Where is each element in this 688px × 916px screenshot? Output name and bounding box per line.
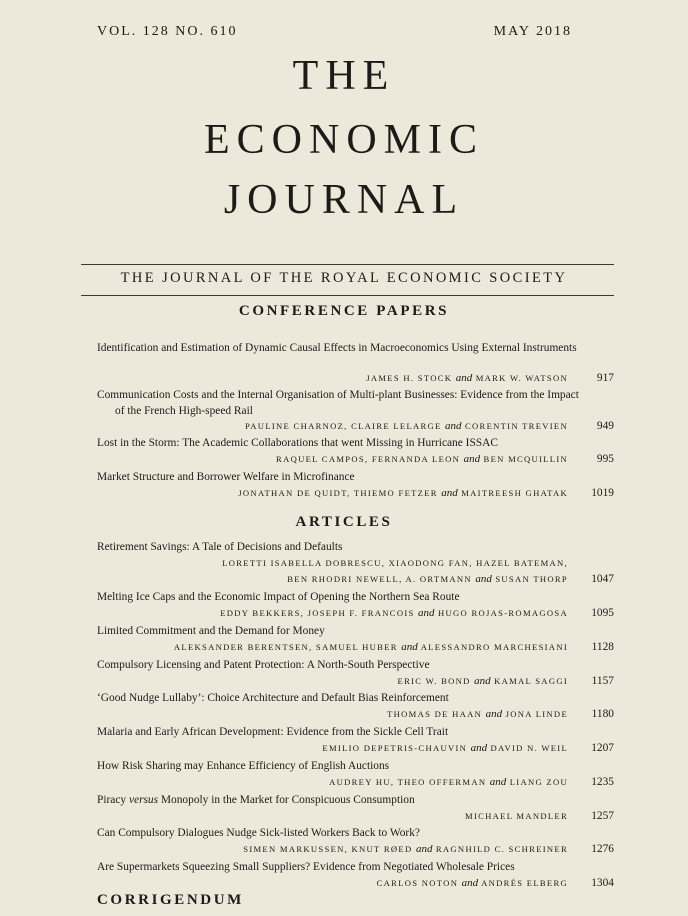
toc-entry-title[interactable]: Communication Costs and the Internal Organisation of Multi-plant Businesses: Evidence from the Impact of the French High-speed Rail [97,389,579,417]
toc-entry-authors: EMILIO DEPETRIS-CHAUVIN and DAVID N. WEIL [322,742,568,754]
toc-entry-title[interactable]: Are Supermarkets Squeezing Small Suppliers? Evidence from Negotiated Wholesale Prices [97,861,515,873]
journal-title-line-1: THE [292,53,396,99]
top-rule [81,264,614,265]
toc-page-number: 949 [596,420,614,432]
toc-entry-authors: RAQUEL CAMPOS, FERNANDA LEON and BEN MCQUILLIN [276,453,568,465]
toc-entry-authors: PAULINE CHARNOZ, CLAIRE LELARGE and CORENTIN TREVIEN [245,420,568,432]
toc-page-number: 1276 [591,843,614,855]
volume-number: VOL. 128 NO. 610 [97,24,238,39]
toc-page-number: 1157 [591,675,614,687]
toc-entry-authors: AUDREY HU, THEO OFFERMAN and LIANG ZOU [329,776,568,788]
journal-title-line-3: JOURNAL [223,177,465,223]
toc-page-number: 917 [596,372,614,384]
section-heading-corrigendum: CORRIGENDUM [97,892,244,908]
toc-entry-title[interactable]: Can Compulsory Dialogues Nudge Sick-listed Workers Back to Work? [97,827,420,839]
section-heading-articles: ARTICLES [295,514,393,530]
issue-date: MAY 2018 [493,24,572,39]
toc-page-number: 1047 [591,573,614,585]
toc-entry-title[interactable]: Identification and Estimation of Dynamic Causal Effects in Macroeconomics Using External Instruments [97,342,577,354]
toc-entry-title[interactable]: ‘Good Nudge Lullaby’: Choice Architecture and Default Bias Reinforcement [97,692,449,704]
toc-page-number: 1095 [591,607,614,619]
toc-page-number: 1128 [591,641,614,653]
toc-entry-authors: LORETTI ISABELLA DOBRESCU, XIAODONG FAN, HAZEL BATEMAN, [222,558,568,568]
toc-entry-authors: JONATHAN DE QUIDT, THIEMO FETZER and MAITREESH GHATAK [238,487,568,499]
toc-page-number: 1019 [591,487,614,499]
toc-page-number: 1235 [591,776,614,788]
toc-entry-title[interactable]: Limited Commitment and the Demand for Money [97,625,325,637]
journal-title-line-2: ECONOMIC [203,117,484,163]
bottom-rule [81,295,614,296]
toc-page-number: 1257 [591,810,614,822]
toc-entry-title[interactable]: Retirement Savings: A Tale of Decisions and Defaults [97,541,343,553]
toc-entry-title[interactable]: Piracy versus Monopoly in the Market for Conspicuous Consumption [97,794,415,806]
toc-entry-authors: EDDY BEKKERS, JOSEPH F. FRANCOIS and HUGO ROJAS-ROMAGOSA [220,607,568,619]
toc-entry-title[interactable]: Malaria and Early African Development: Evidence from the Sickle Cell Trait [97,726,449,738]
toc-entry-title[interactable]: Lost in the Storm: The Academic Collaborations that went Missing in Hurricane ISSAC [97,437,498,449]
toc-entry-authors: THOMAS DE HAAN and JONA LINDE [387,708,568,720]
toc-entry-authors: CARLOS NOTON and ANDRÉS ELBERG [376,877,568,889]
toc-entry-authors: BEN RHODRI NEWELL, A. ORTMANN and SUSAN THORP [287,573,568,585]
toc-entry-title[interactable]: How Risk Sharing may Enhance Efficiency of English Auctions [97,760,390,772]
toc-entry-title[interactable]: Market Structure and Borrower Welfare in Microfinance [97,471,355,483]
toc-page-number: 1180 [591,708,614,720]
toc-page-number: 1304 [591,877,614,889]
society-subtitle: THE JOURNAL OF THE ROYAL ECONOMIC SOCIETY [120,270,568,286]
toc-entry-authors: ALEKSANDER BERENTSEN, SAMUEL HUBER and ALESSANDRO MARCHESIANI [173,641,568,653]
toc-entry-authors: JAMES H. STOCK and MARK W. WATSON [366,372,568,384]
toc-page-number: 1207 [591,742,614,754]
toc-page-number: 995 [596,453,614,465]
toc-entry-title[interactable]: Compulsory Licensing and Patent Protection: A North-South Perspective [97,659,430,671]
toc-entry-authors: ERIC W. BOND and KAMAL SAGGI [397,675,568,687]
section-heading-conference: CONFERENCE PAPERS [238,303,450,319]
toc-entry-title[interactable]: Melting Ice Caps and the Economic Impact of Opening the Northern Sea Route [97,591,460,603]
toc-entry-authors: SIMEN MARKUSSEN, KNUT RØED and RAGNHILD C. SCHREINER [243,843,568,855]
toc-entry-authors: MICHAEL MANDLER [465,811,568,821]
